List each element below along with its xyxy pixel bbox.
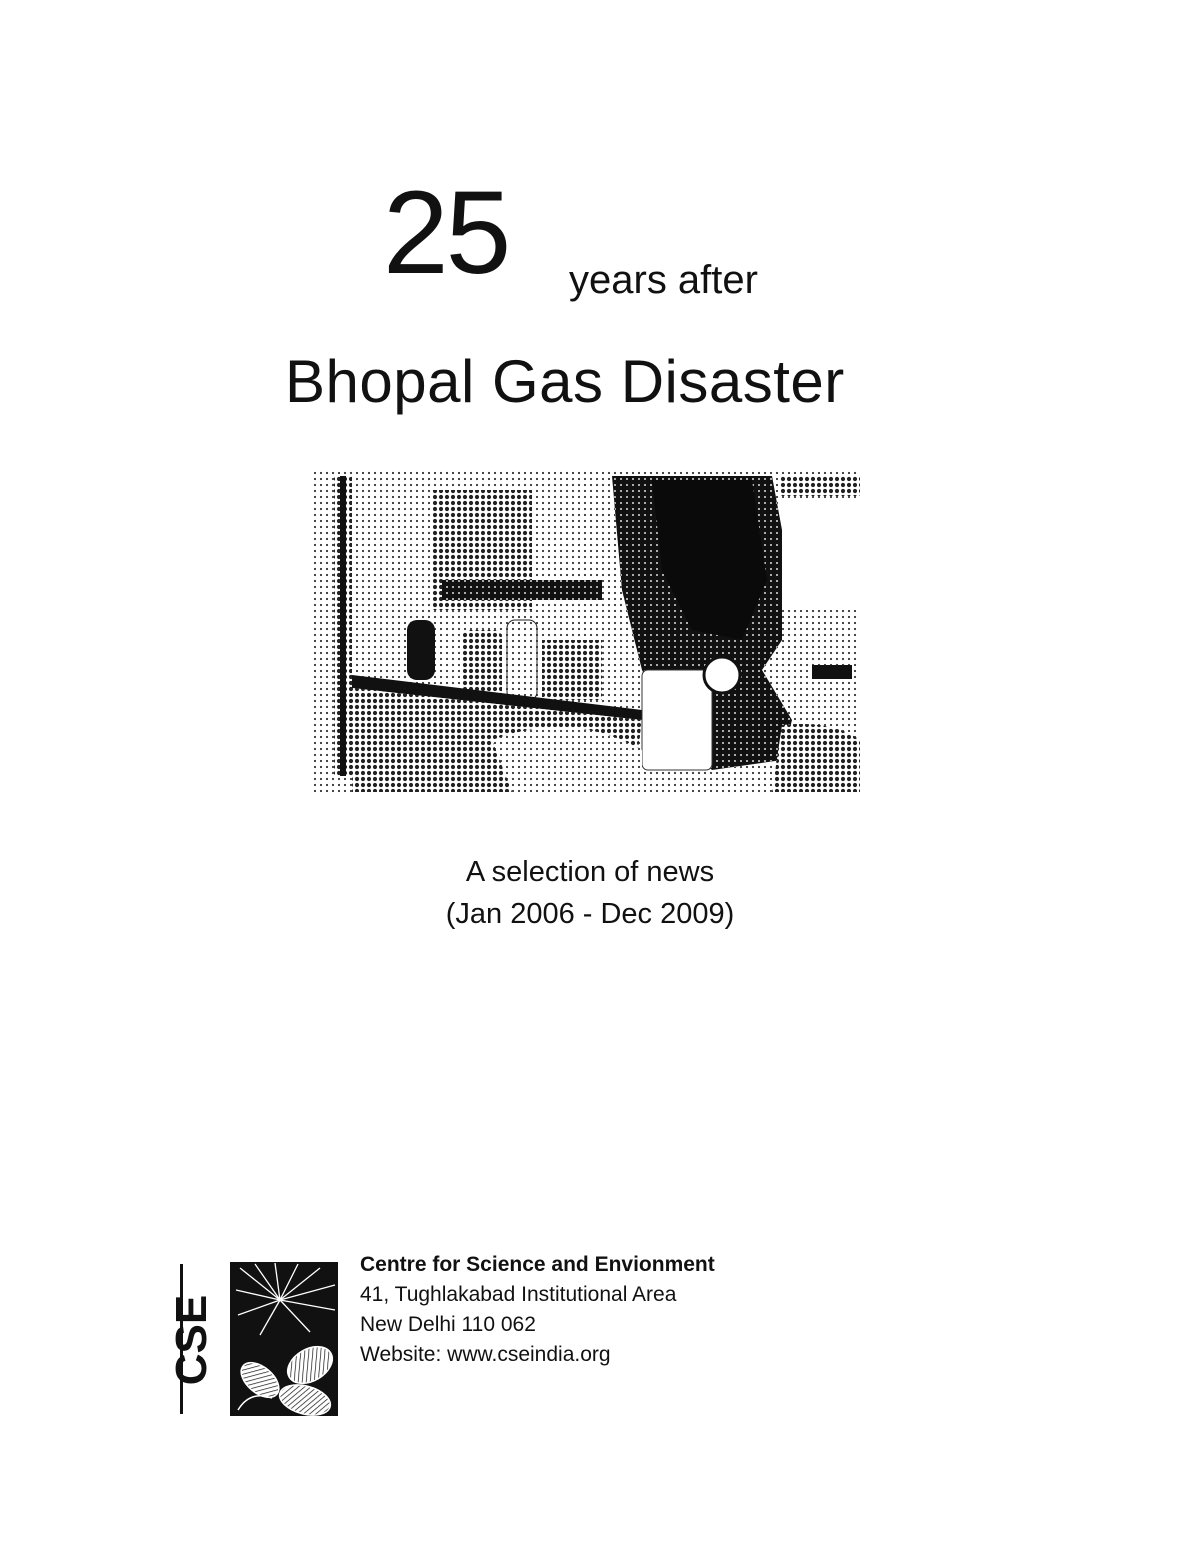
- subtitle: A selection of news: [465, 856, 715, 888]
- date-range: (Jan 2006 - Dec 2009): [445, 898, 735, 930]
- page-title: Bhopal Gas Disaster: [285, 348, 845, 415]
- title-row: [383, 167, 943, 310]
- year-count: 25: [383, 167, 509, 299]
- address-line-1: 41, Tughlakabad Institutional Area: [360, 1283, 677, 1306]
- website-text: Website: www.cseindia.org: [360, 1343, 611, 1366]
- organization-name: Centre for Science and Envionment: [360, 1253, 715, 1276]
- cse-logo-text: CSE: [167, 1294, 216, 1386]
- organization-info: [360, 1250, 715, 1370]
- years-after-label: years after: [569, 258, 758, 302]
- address-line-2: New Delhi 110 062: [360, 1313, 536, 1336]
- cover-photo: [312, 470, 860, 792]
- cse-logo: [167, 1260, 340, 1418]
